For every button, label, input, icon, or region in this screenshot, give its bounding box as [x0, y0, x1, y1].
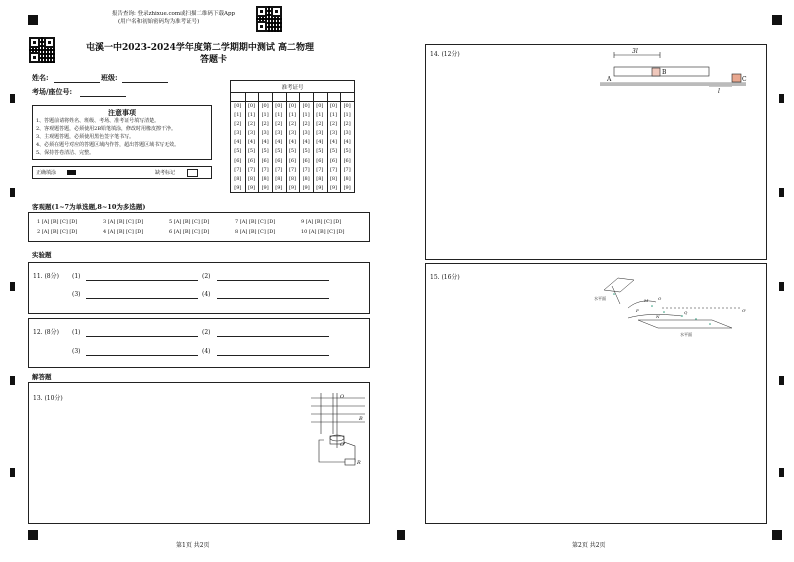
ticket-digit-bubble[interactable]: [1] [247, 112, 256, 119]
ticket-digit-bubble[interactable]: [3] [302, 130, 310, 137]
timing-mark [779, 376, 784, 385]
timing-mark [10, 468, 15, 477]
ticket-digit-bubble[interactable]: [9] [302, 184, 310, 191]
q12-blank-1[interactable] [86, 336, 198, 337]
ticket-digit-bubble[interactable]: [6] [316, 157, 324, 164]
ticket-digit-bubble[interactable]: [7] [234, 166, 242, 173]
ticket-digit-bubble[interactable]: [3] [316, 130, 324, 137]
ticket-digit-bubble[interactable]: [1] [288, 112, 297, 119]
timing-mark [779, 282, 784, 291]
ticket-digit-bubble[interactable]: [8] [316, 175, 324, 182]
q11-blank-1[interactable] [86, 280, 198, 281]
q12-blank-2[interactable] [217, 336, 329, 337]
timing-mark [10, 376, 15, 385]
name-label: 姓名: [32, 73, 49, 82]
objective-question-item[interactable]: 2 [A] [B] [C] [D] [37, 229, 78, 235]
q14-a-label: A [607, 76, 612, 83]
exam-title: 屯溪一中2023-2024学年度第二学期期中测试 高二物理 [86, 43, 314, 53]
ticket-digit-bubble[interactable]: [8] [302, 175, 310, 182]
ticket-digit-bubble[interactable]: [9] [247, 184, 256, 191]
ticket-digit-bubble[interactable]: [9] [316, 184, 324, 191]
q11-blank-2[interactable] [217, 280, 329, 281]
ticket-digit-bubble[interactable]: [2] [275, 121, 283, 128]
student-qr-code [29, 37, 55, 63]
q11-box [28, 262, 370, 314]
objective-question-item[interactable]: 5 [A] [B] [C] [D] [169, 219, 210, 225]
ticket-digit-bubble[interactable]: [5] [343, 148, 351, 155]
ticket-digit-bubble[interactable]: [0] [316, 103, 324, 109]
corner-mark-mid-left [397, 530, 405, 540]
q12-blank-1-label: (1) [72, 329, 81, 336]
q13-figure [309, 390, 369, 466]
objective-question-item[interactable]: 6 [A] [B] [C] [D] [169, 229, 210, 235]
objective-question-item[interactable]: 9 [A] [B] [C] [D] [301, 219, 342, 225]
ticket-digit-bubble[interactable]: [1] [316, 112, 324, 119]
correct-fill-label: 正确填涂 [36, 170, 57, 176]
q11-blank-4-label: (4) [202, 291, 211, 298]
ticket-digit-bubble[interactable]: [4] [275, 139, 283, 146]
objective-title: 客观题(1~7为单选题,8~10为多选题) [32, 203, 146, 211]
ticket-digit-bubble[interactable]: [0] [261, 103, 269, 109]
ticket-digit-column [245, 102, 259, 193]
ticket-digit-bubble[interactable]: [6] [234, 157, 242, 164]
notes-title: 注意事项 [108, 108, 136, 117]
q15-horizontal-plane-label-2: 水平面 [680, 332, 692, 337]
q12-blank-4[interactable] [217, 355, 329, 356]
ticket-digit-bubble[interactable]: [3] [261, 130, 269, 137]
ticket-digit-bubble[interactable]: [2] [288, 121, 297, 128]
ticket-digit-bubble[interactable]: [3] [234, 130, 242, 137]
q11-blank-1-label: (1) [72, 273, 81, 280]
name-field[interactable] [54, 82, 100, 83]
exam-subtitle: 答题卡 [200, 55, 228, 65]
ticket-digit-column [299, 102, 313, 193]
ticket-digit-column [286, 102, 300, 193]
ticket-digit-bubble[interactable]: [3] [275, 130, 283, 137]
objective-question-item[interactable]: 3 [A] [B] [C] [D] [103, 219, 144, 225]
q13-o-bottom-label: O' [340, 442, 346, 448]
timing-mark [10, 188, 15, 197]
ticket-digit-bubble[interactable]: [4] [329, 139, 338, 146]
class-field[interactable] [122, 82, 168, 83]
ticket-digit-bubble[interactable]: [2] [316, 121, 324, 128]
q14-label: 14. (12分) [430, 51, 460, 58]
ticket-number-box [230, 80, 355, 193]
ticket-digit-bubble[interactable]: [5] [234, 148, 242, 155]
q15-p-label: P [636, 308, 639, 313]
header-line2: (用户名和初始密码均为准考证号) [118, 19, 200, 25]
ticket-digit-bubble[interactable]: [5] [247, 148, 256, 155]
ticket-digit-bubble[interactable]: [4] [316, 139, 324, 146]
ticket-digit-bubble[interactable]: [2] [234, 121, 242, 128]
header-line1: 报告查询: 登录zhixue.com或扫描二维码下载App [112, 11, 236, 17]
ticket-digit-bubble[interactable]: [9] [343, 184, 351, 191]
ticket-digit-bubble[interactable]: [0] [329, 103, 338, 109]
q14-c-label: C [742, 76, 747, 83]
absent-mark-box[interactable] [187, 169, 198, 177]
ticket-digit-bubble[interactable]: [1] [302, 112, 310, 119]
ticket-digit-bubble[interactable]: [3] [329, 130, 338, 137]
ticket-digit-bubble[interactable]: [0] [343, 103, 351, 109]
ticket-digit-bubble[interactable]: [7] [275, 166, 283, 173]
q12-blank-4-label: (4) [202, 348, 211, 355]
q11-blank-4[interactable] [217, 298, 329, 299]
q12-box [28, 318, 370, 368]
ticket-digit-column [327, 102, 341, 193]
ticket-digit-bubble[interactable]: [1] [343, 112, 351, 119]
q14-b-label: B [662, 69, 667, 76]
ticket-digit-bubble[interactable]: [9] [329, 184, 338, 191]
ticket-digit-column [313, 102, 327, 193]
objective-question-item[interactable]: 7 [A] [B] [C] [D] [235, 219, 276, 225]
ticket-digit-column [340, 102, 354, 193]
objective-question-item[interactable]: 8 [A] [B] [C] [D] [235, 229, 276, 235]
objective-box [28, 212, 370, 242]
class-label: 班级: [101, 73, 118, 82]
q12-blank-2-label: (2) [202, 329, 211, 336]
ticket-digit-bubble[interactable]: [7] [329, 166, 338, 173]
ticket-digit-bubble[interactable]: [9] [288, 184, 297, 191]
ticket-digit-bubble[interactable]: [5] [316, 148, 324, 155]
q13-b-label: B [359, 416, 363, 422]
ticket-digit-bubble[interactable]: [8] [234, 175, 242, 182]
ticket-digit-bubble[interactable]: [1] [261, 112, 269, 119]
ticket-digit-bubble[interactable]: [7] [261, 166, 269, 173]
q14-box[interactable] [425, 44, 767, 260]
ticket-digit-bubble[interactable]: [6] [261, 157, 269, 164]
notes-box [32, 105, 212, 160]
q15-o-label: O [658, 296, 662, 301]
q11-blank-3[interactable] [86, 298, 198, 299]
q15-box[interactable] [425, 263, 767, 524]
ticket-digit-bubble[interactable]: [7] [247, 166, 256, 173]
ticket-digit-bubble[interactable]: [6] [275, 157, 283, 164]
q15-horizontal-plane-label: 水平面 [594, 296, 606, 301]
ticket-digit-bubble[interactable]: [1] [234, 112, 242, 119]
absent-label: 缺考标记 [155, 170, 176, 176]
q13-o-top-label: O [340, 394, 345, 400]
ticket-digit-column [258, 102, 272, 193]
ticket-digit-bubble[interactable]: [8] [288, 175, 297, 182]
app-qr-code[interactable] [256, 6, 282, 32]
ticket-digit-bubble[interactable]: [3] [343, 130, 351, 137]
ticket-digit-bubble[interactable]: [4] [234, 139, 242, 146]
ticket-digit-bubble[interactable]: [4] [261, 139, 269, 146]
room-label: 考场/座位号: [32, 87, 73, 96]
experiment-title: 实验题 [32, 251, 52, 259]
q12-blank-3[interactable] [86, 355, 198, 356]
q15-label: 15. (16分) [430, 274, 460, 281]
ticket-digit-bubble[interactable]: [0] [302, 103, 310, 109]
timing-mark [779, 468, 784, 477]
ticket-digit-bubble[interactable]: [5] [329, 148, 338, 155]
page1-footer: 第1页 共2页 [176, 542, 210, 549]
ticket-digit-bubble[interactable]: [5] [288, 148, 297, 155]
q11-blank-2-label: (2) [202, 273, 211, 280]
ticket-digit-bubble[interactable]: [8] [261, 175, 269, 182]
ticket-digit-bubble[interactable]: [4] [302, 139, 310, 146]
ticket-digit-bubble[interactable]: [7] [302, 166, 310, 173]
ticket-digit-bubble[interactable]: [2] [329, 121, 338, 128]
q15-n-label: N [656, 314, 660, 319]
ticket-digit-bubble[interactable]: [0] [234, 103, 242, 109]
ticket-digit-bubble[interactable]: [9] [275, 184, 283, 191]
ticket-digit-bubble[interactable]: [9] [234, 184, 242, 191]
ticket-digit-bubble[interactable]: [6] [343, 157, 351, 164]
q13-box[interactable] [28, 382, 370, 524]
notes-item: 4、必须在题号对应的答题区域内作答，超出答题区域书写无效。 [36, 142, 180, 148]
ticket-title: 准考证号 [281, 85, 304, 91]
q11-label: 11. (8分) [33, 273, 59, 280]
q14-figure [598, 47, 748, 95]
solution-title: 解答题 [32, 373, 52, 381]
q12-label: 12. (8分) [33, 329, 59, 336]
ticket-digit-bubble[interactable]: [7] [316, 166, 324, 173]
ticket-digit-bubble[interactable]: [3] [288, 130, 297, 137]
ticket-digit-bubble[interactable]: [2] [302, 121, 310, 128]
room-field[interactable] [80, 96, 126, 97]
objective-question-item[interactable]: 1 [A] [B] [C] [D] [37, 219, 78, 225]
ticket-digit-column [272, 102, 286, 193]
q12-blank-3-label: (3) [72, 348, 81, 355]
q15-m-label: M [644, 298, 649, 303]
ticket-digit-bubble[interactable]: [2] [261, 121, 269, 128]
ticket-digit-bubble[interactable]: [2] [247, 121, 256, 128]
correct-fill-sample [67, 170, 76, 175]
objective-question-item[interactable]: 4 [A] [B] [C] [D] [103, 229, 144, 235]
ticket-digit-bubble[interactable]: [6] [247, 157, 256, 164]
notes-item: 5、保持答卷清洁、完整。 [36, 150, 95, 156]
ticket-digit-bubble[interactable]: [7] [343, 166, 351, 173]
ticket-digit-bubble[interactable]: [2] [343, 121, 351, 128]
corner-mark-bl [28, 530, 38, 540]
timing-mark [10, 282, 15, 291]
ticket-digit-bubble[interactable]: [8] [275, 175, 283, 182]
ticket-digit-bubble[interactable]: [0] [247, 103, 256, 109]
page2-footer: 第2页 共2页 [572, 542, 606, 549]
q13-label: 13. (10分) [33, 395, 63, 402]
ticket-digit-bubble[interactable]: [6] [288, 157, 297, 164]
q11-blank-3-label: (3) [72, 291, 81, 298]
corner-mark-tl [28, 15, 38, 25]
ticket-digit-bubble[interactable]: [1] [329, 112, 338, 119]
ticket-digit-bubble[interactable]: [8] [329, 175, 338, 182]
ticket-digit-bubble[interactable]: [6] [329, 157, 338, 164]
ticket-digit-bubble[interactable]: [3] [247, 130, 256, 137]
ticket-digit-bubble[interactable]: [5] [302, 148, 310, 155]
fill-example-box [32, 166, 212, 179]
q13-r-label: R [357, 460, 361, 466]
ticket-digit-bubble[interactable]: [9] [261, 184, 269, 191]
ticket-digit-bubble[interactable]: [4] [247, 139, 256, 146]
timing-mark [779, 188, 784, 197]
q15-q-label: Q [684, 310, 688, 315]
timing-mark [10, 94, 15, 103]
ticket-digit-bubble[interactable]: [8] [343, 175, 351, 182]
ticket-digit-bubble[interactable]: [7] [288, 166, 297, 173]
q15-o-prime-label: O' [742, 308, 747, 313]
ticket-digit-bubble[interactable]: [5] [261, 148, 269, 155]
ticket-digit-bubble[interactable]: [5] [275, 148, 283, 155]
ticket-digit-bubble[interactable]: [1] [275, 112, 283, 119]
ticket-digit-bubble[interactable]: [0] [288, 103, 297, 109]
notes-item: 2、客观题答题，必须使用2B铅笔填涂，修改时用橡皮擦干净。 [36, 126, 177, 132]
ticket-digit-bubble[interactable]: [8] [247, 175, 256, 182]
corner-mark-tr [772, 15, 782, 25]
ticket-digit-bubble[interactable]: [4] [288, 139, 297, 146]
timing-mark [779, 94, 784, 103]
q15-figure [592, 272, 752, 340]
ticket-digit-bubble[interactable]: [6] [302, 157, 310, 164]
corner-mark-br [772, 530, 782, 540]
notes-item: 3、主观题答题，必须使用黑色签字笔书写。 [36, 134, 135, 140]
ticket-digit-bubble[interactable]: [0] [275, 103, 283, 109]
q14-l-label: l [718, 88, 720, 95]
ticket-digit-column [231, 102, 245, 193]
notes-item: 1、答题前请将姓名、班级、考场、准考证号填写清楚。 [36, 118, 160, 124]
objective-question-item[interactable]: 10 [A] [B] [C] [D] [301, 229, 345, 235]
q14-length-label: 3l [632, 48, 638, 55]
ticket-digit-bubble[interactable]: [4] [343, 139, 351, 146]
